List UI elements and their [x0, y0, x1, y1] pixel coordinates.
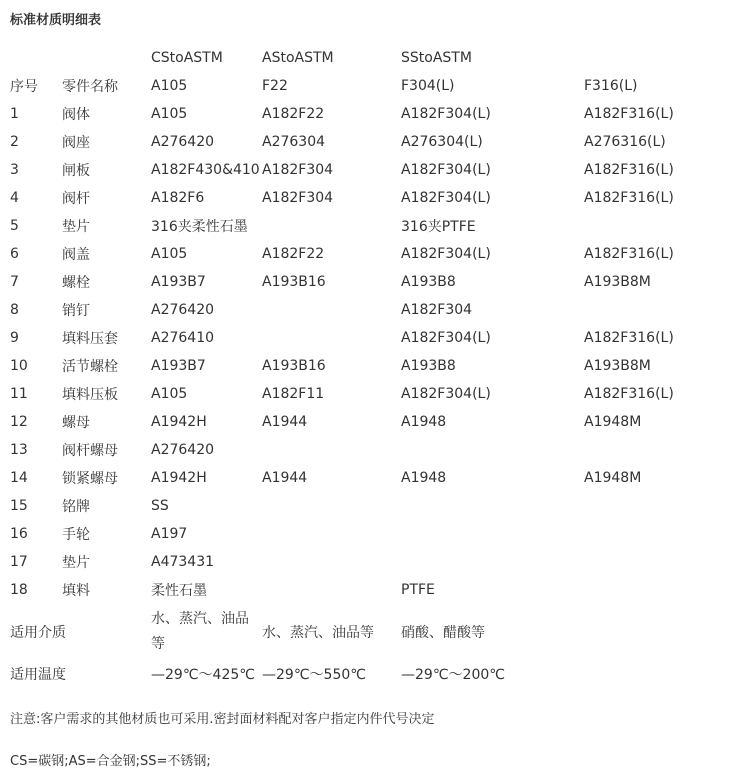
row-serial-no: 13 — [10, 442, 28, 458]
header-cs-grade: A105 — [151, 78, 188, 94]
header-as-grade: F22 — [262, 78, 288, 94]
row-ss316-material: A182F316(L) — [584, 106, 674, 122]
row-part-name: 填料压板 — [62, 387, 118, 403]
temperature-empty — [584, 659, 744, 689]
row-cs-material: A193B7 — [151, 274, 206, 290]
row-serial-no: 4 — [10, 190, 19, 206]
row-ss304-material: A182F304(L) — [401, 162, 491, 178]
medium-label: 适用介质 — [10, 624, 66, 641]
table-row — [0, 100, 744, 128]
row-part-name: 填料 — [62, 583, 90, 599]
medium-cs: 水、蒸汽、油品等 — [151, 610, 249, 652]
row-part-name: 阀座 — [62, 135, 90, 151]
row-cs-material: A182F430&410 — [151, 162, 260, 178]
materials-table — [0, 44, 744, 689]
row-ss316-material — [584, 576, 744, 604]
row-ss316-material: A1948M — [584, 414, 642, 430]
row-as-material — [262, 492, 401, 520]
row-ss316-material: A182F316(L) — [584, 246, 674, 262]
table-title: 标准材质明细表 — [10, 13, 102, 28]
table-row — [0, 380, 744, 408]
table-row — [0, 408, 744, 436]
row-part-name: 闸板 — [62, 163, 90, 179]
temperature-cs: —29℃～425℃ — [151, 667, 255, 683]
row-ss304-material: A182F304(L) — [401, 190, 491, 206]
row-cs-material: A182F6 — [151, 190, 205, 206]
row-ss316-material — [584, 520, 744, 548]
row-serial-no: 17 — [10, 554, 28, 570]
row-part-name: 垫片 — [62, 219, 90, 235]
row-serial-no: 10 — [10, 358, 28, 374]
table-row — [0, 324, 744, 352]
row-as-material: A1944 — [262, 470, 308, 486]
row-cs-material: A1942H — [151, 414, 207, 430]
row-part-name: 填料压套 — [62, 331, 118, 347]
header-cell — [584, 44, 744, 72]
table-row — [0, 576, 744, 604]
row-as-material — [262, 576, 401, 604]
row-cs-material: A105 — [151, 106, 188, 122]
row-ss316-material — [584, 212, 744, 240]
row-ss304-material: A276304(L) — [401, 134, 483, 150]
row-ss304-material — [401, 520, 584, 548]
row-part-name: 铭牌 — [62, 499, 90, 515]
header-row-standards — [0, 44, 744, 72]
row-as-material: A182F304 — [262, 190, 334, 206]
note-text: 注意:客户需求的其他材质也可采用.密封面材料配对客户指定内件代号决定 — [10, 712, 435, 727]
row-cs-material: SS — [151, 498, 169, 514]
table-row — [0, 352, 744, 380]
row-part-name: 阀杆螺母 — [62, 443, 118, 459]
header-cell — [0, 44, 62, 72]
header-as-standard: AStoASTM — [262, 50, 334, 66]
table-row — [0, 464, 744, 492]
row-serial-no: 18 — [10, 582, 28, 598]
row-as-material — [262, 548, 401, 576]
row-part-name: 销钉 — [62, 303, 90, 319]
row-serial-no: 12 — [10, 414, 28, 430]
row-ss304-material: A182F304(L) — [401, 386, 491, 402]
row-ss316-material — [584, 436, 744, 464]
row-cs-material: 柔性石墨 — [151, 583, 207, 599]
row-part-name: 垫片 — [62, 555, 90, 571]
row-part-name: 阀盖 — [62, 247, 90, 263]
row-part-name: 锁紧螺母 — [62, 471, 118, 487]
row-serial-no: 6 — [10, 246, 19, 262]
row-serial-no: 5 — [10, 218, 19, 234]
row-ss316-material: A182F316(L) — [584, 190, 674, 206]
header-serial-no: 序号 — [10, 79, 38, 95]
row-part-name: 手轮 — [62, 527, 90, 543]
table-row — [0, 548, 744, 576]
row-ss304-material — [401, 436, 584, 464]
header-ss316-grade: F316(L) — [584, 78, 638, 94]
row-cs-material: A193B7 — [151, 358, 206, 374]
row-ss304-material: A182F304(L) — [401, 106, 491, 122]
row-ss304-material: A182F304 — [401, 302, 473, 318]
medium-as: 水、蒸汽、油品等 — [262, 624, 374, 641]
row-as-material — [262, 436, 401, 464]
row-ss304-material: A1948 — [401, 470, 447, 486]
row-as-material: A276304 — [262, 134, 326, 150]
temperature-as: —29℃～550℃ — [262, 667, 366, 683]
row-ss316-material: A193B8M — [584, 358, 651, 374]
header-row-grades — [0, 72, 744, 100]
row-ss304-material — [401, 492, 584, 520]
row-serial-no: 16 — [10, 526, 28, 542]
row-as-material: A1944 — [262, 414, 308, 430]
row-cs-material: A276420 — [151, 302, 215, 318]
medium-empty — [584, 604, 744, 659]
row-cs-material: A276420 — [151, 134, 215, 150]
temperature-label: 适用温度 — [10, 667, 66, 683]
legend-text: CS=碳钢;AS=合金钢;SS=不锈钢; — [10, 754, 211, 769]
row-ss304-material: A182F304(L) — [401, 330, 491, 346]
row-cs-material: 316夹柔性石墨 — [151, 219, 248, 235]
row-part-name: 螺栓 — [62, 275, 90, 291]
row-part-name: 螺母 — [62, 415, 90, 431]
row-part-name: 活节螺栓 — [62, 359, 118, 375]
header-part-name: 零件名称 — [62, 79, 118, 95]
header-ss304-grade: F304(L) — [401, 78, 455, 94]
row-serial-no: 1 — [10, 106, 19, 122]
row-cs-material: A197 — [151, 526, 188, 542]
table-row — [0, 240, 744, 268]
row-serial-no: 15 — [10, 498, 28, 514]
row-ss316-material — [584, 296, 744, 324]
table-row — [0, 268, 744, 296]
row-ss316-material — [584, 492, 744, 520]
row-ss304-material: A1948 — [401, 414, 447, 430]
row-ss316-material: A182F316(L) — [584, 330, 674, 346]
table-row — [0, 128, 744, 156]
row-serial-no: 11 — [10, 386, 28, 402]
table-row — [0, 492, 744, 520]
row-as-material: A182F11 — [262, 386, 325, 402]
row-as-material — [262, 324, 401, 352]
header-ss-standard: SStoASTM — [401, 50, 472, 66]
row-as-material: A193B16 — [262, 358, 326, 374]
row-ss304-material: A193B8 — [401, 358, 456, 374]
row-as-material — [262, 296, 401, 324]
row-as-material: A182F22 — [262, 106, 325, 122]
row-ss316-material: A1948M — [584, 470, 642, 486]
row-serial-no: 3 — [10, 162, 19, 178]
row-ss316-material: A193B8M — [584, 274, 651, 290]
row-cs-material: A276410 — [151, 330, 215, 346]
row-serial-no: 9 — [10, 330, 19, 346]
row-serial-no: 8 — [10, 302, 19, 318]
table-row-medium — [0, 604, 744, 659]
row-as-material: A182F22 — [262, 246, 325, 262]
row-cs-material: A276420 — [151, 442, 215, 458]
row-part-name: 阀杆 — [62, 191, 90, 207]
table-row — [0, 520, 744, 548]
table-row-temperature — [0, 659, 744, 689]
row-serial-no: 7 — [10, 274, 19, 290]
table-row — [0, 212, 744, 240]
row-serial-no: 14 — [10, 470, 28, 486]
row-as-material — [262, 212, 401, 240]
temperature-ss: —29℃～200℃ — [401, 667, 505, 683]
table-row — [0, 436, 744, 464]
row-cs-material: A105 — [151, 386, 188, 402]
row-cs-material: A1942H — [151, 470, 207, 486]
header-cs-standard: CStoASTM — [151, 50, 223, 66]
row-as-material: A182F304 — [262, 162, 334, 178]
row-cs-material: A473431 — [151, 554, 215, 570]
row-serial-no: 2 — [10, 134, 19, 150]
table-row — [0, 296, 744, 324]
row-cs-material: A105 — [151, 246, 188, 262]
row-ss304-material — [401, 548, 584, 576]
row-as-material: A193B16 — [262, 274, 326, 290]
table-row — [0, 156, 744, 184]
row-ss316-material: A276316(L) — [584, 134, 666, 150]
table-row — [0, 184, 744, 212]
row-part-name: 阀体 — [62, 107, 90, 123]
row-ss316-material — [584, 548, 744, 576]
row-ss304-material: PTFE — [401, 582, 435, 598]
header-cell — [62, 44, 151, 72]
row-ss304-material: A193B8 — [401, 274, 456, 290]
medium-ss: 硝酸、醋酸等 — [401, 624, 485, 641]
row-ss316-material: A182F316(L) — [584, 386, 674, 402]
row-ss304-material: A182F304(L) — [401, 246, 491, 262]
row-as-material — [262, 520, 401, 548]
row-ss316-material: A182F316(L) — [584, 162, 674, 178]
row-ss304-material: 316夹PTFE — [401, 219, 476, 235]
